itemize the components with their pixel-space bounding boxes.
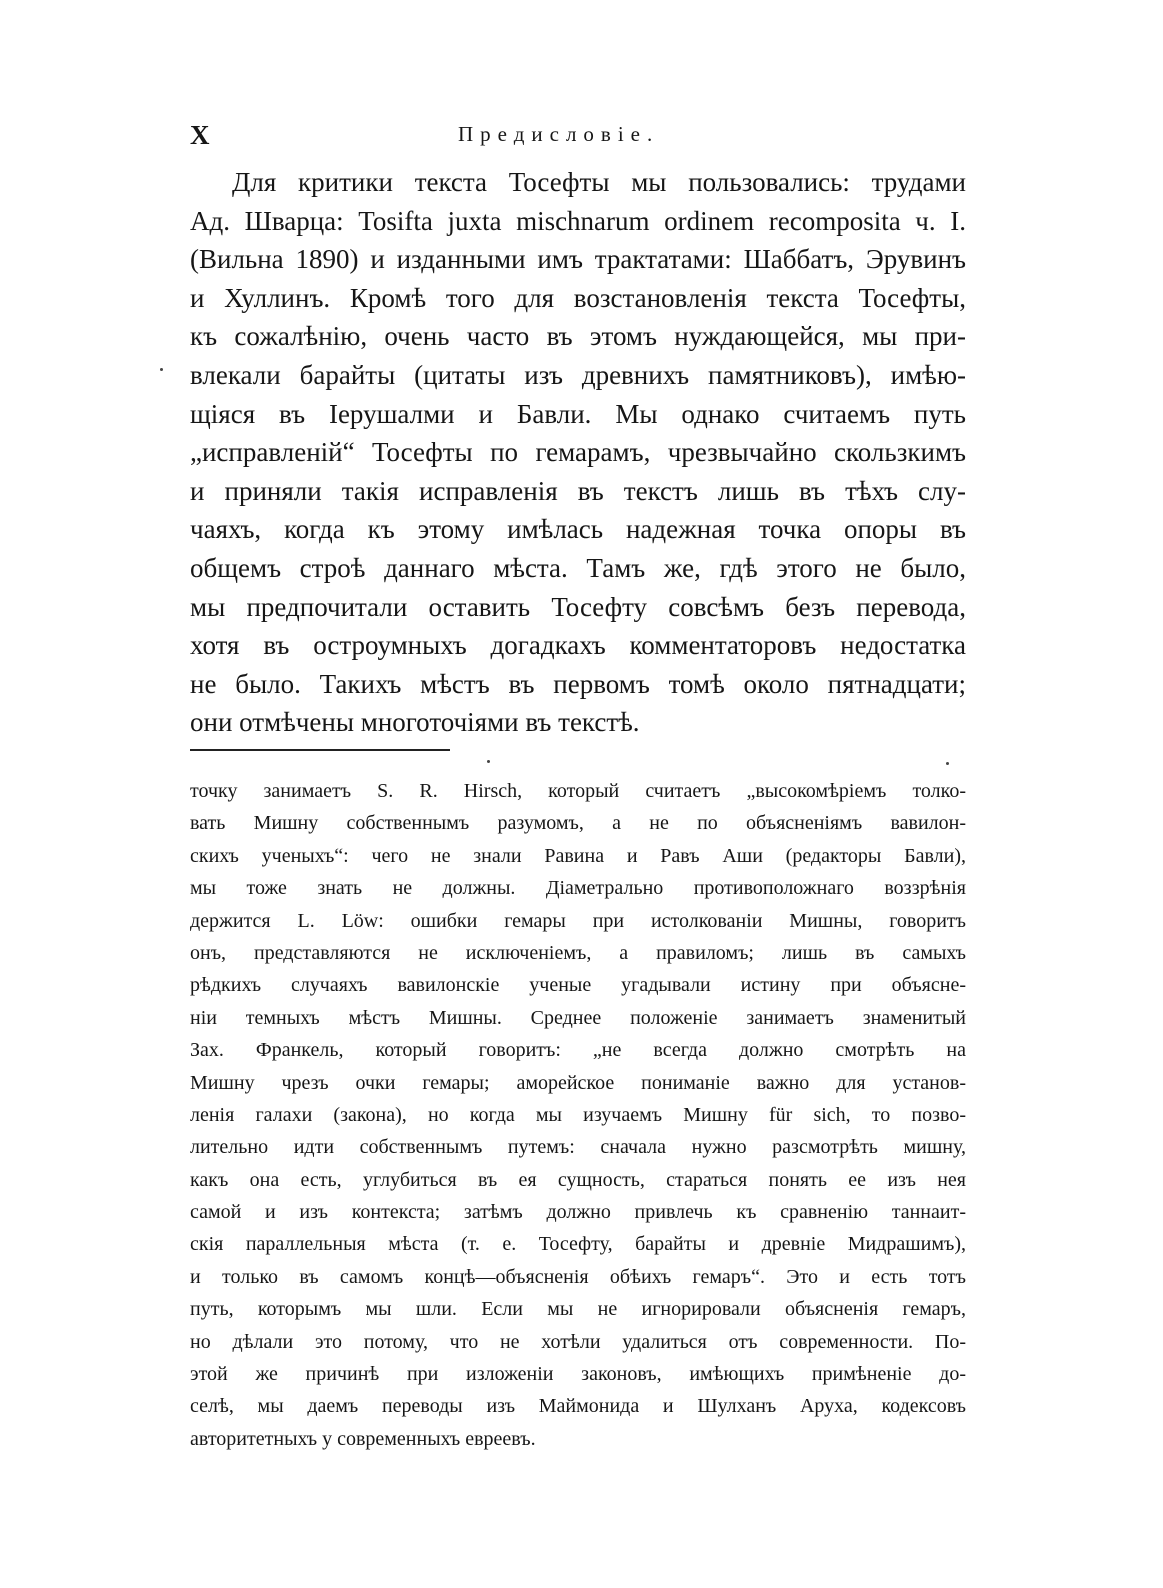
- footnote-line: ніи темныхъ мѣстъ Мишны. Среднее положеніе занимаетъ знаменитый: [190, 1006, 966, 1029]
- main-text-line: (Вильна 1890) и изданными имъ трактатами: Шаббатъ, Эрувинъ: [190, 244, 966, 275]
- footnote-line: авторитетныхъ у современныхъ евреевъ.: [190, 1427, 536, 1450]
- main-text-line: „исправленій“ Тосефты по гемарамъ, чрезвычайно скользкимъ: [190, 437, 966, 468]
- footnote-line: онъ, представляются не исключеніемъ, а правиломъ; лишь въ самыхъ: [190, 941, 966, 964]
- footnote-line: мы тоже знать не должны. Діаметрально противоположнаго воззрѣнія: [190, 877, 966, 900]
- footnote-line: рѣдкихъ случаяхъ вавилонскіе ученые угадывали истину при объясне-: [190, 974, 966, 997]
- main-text-line: Ад. Шварца: Tosifta juxta mischnarum ordinem recomposita ч. I.: [190, 205, 966, 236]
- main-text-line: щіяся въ Іерушалми и Бавли. Мы однако считаемъ путь: [190, 398, 966, 429]
- main-text-line: мы предпочитали оставить Тосефту совсѣмъ безъ перевода,: [190, 591, 966, 622]
- footnote-line: лительно идти собственнымъ путемъ: сначала нужно разсмотрѣть мишну,: [190, 1136, 966, 1159]
- footnote-line: точку занимаетъ S. R. Hirsch, который считаетъ „высокомѣріемъ толко-: [190, 780, 966, 802]
- footnote-line: этой же причинѣ при изложеніи законовъ, имѣющихъ примѣненіе до-: [190, 1363, 966, 1386]
- main-text-line: къ сожалѣнію, очень часто въ этомъ нуждающейся, мы при-: [190, 321, 966, 352]
- main-text-line: Для критики текста Тосефты мы пользовались: трудами: [232, 167, 966, 197]
- main-text-line: не было. Такихъ мѣстъ въ первомъ томѣ около пятнадцати;: [190, 668, 966, 699]
- footnote-line: какъ она есть, углубиться въ ея сущность, стараться понять ее изъ нея: [190, 1168, 966, 1191]
- ink-speck: [487, 760, 490, 763]
- ink-speck: [946, 762, 949, 765]
- page-number: X: [190, 120, 211, 150]
- footnote-line: Мишну чрезъ очки гемары; аморейское пониманіе важно для установ-: [190, 1071, 966, 1094]
- footnote-line: Зах. Франкель, который говоритъ: „не всегда должно смотрѣть на: [190, 1039, 966, 1062]
- footnote-line: скія параллельныя мѣста (т. е. Тосефту, барайты и древніе Мидрашимъ),: [190, 1233, 966, 1256]
- main-text-line: и Хуллинъ. Кромѣ того для возстановленія текста Тосефты,: [190, 282, 966, 313]
- footnote-line: и только въ самомъ концѣ—объясненія обѣихъ гемаръ“. Это и есть тотъ: [190, 1265, 966, 1288]
- footnote-line: держится L. Löw: ошибки гемары при истолкованіи Мишны, говоритъ: [190, 909, 966, 932]
- footnote-divider: [190, 749, 450, 751]
- footnote-line: селѣ, мы даемъ переводы изъ Маймонида и Шулханъ Аруха, кодексовъ: [190, 1395, 966, 1418]
- main-text-line: влекали барайты (цитаты изъ древнихъ памятниковъ), имѣю-: [190, 359, 966, 390]
- footnote-line: самой и изъ контекста; затѣмъ должно привлечь къ сравненію таннаит-: [190, 1201, 966, 1224]
- footnote-line: путь, которымъ мы шли. Если мы не игнорировали объясненія гемаръ,: [190, 1298, 966, 1321]
- footnote-line: вать Мишну собственнымъ разумомъ, а не по объясненіямъ вавилон-: [190, 812, 966, 835]
- footnote-line: ленія галахи (закона), но когда мы изучаемъ Мишну für sich, то позво-: [190, 1103, 966, 1126]
- main-text-line: хотя въ остроумныхъ догадкахъ комментаторовъ недостатка: [190, 630, 966, 661]
- main-text: [190, 163, 966, 742]
- main-text-line: общемъ строѣ даннаго мѣста. Тамъ же, гдѣ этого не было,: [190, 552, 966, 583]
- footnote: [190, 775, 966, 1455]
- footnote-line: но дѣлали это потому, что не хотѣли удалиться отъ современности. По-: [190, 1330, 966, 1353]
- main-text-line: они отмѣчены многоточіями въ текстѣ.: [190, 707, 640, 738]
- footnote-line: скихъ ученыхъ“: чего не знали Равина и Равъ Аши (редакторы Бавли),: [190, 844, 966, 867]
- ink-speck: [160, 368, 163, 371]
- running-head: [190, 120, 966, 156]
- running-title: Предисловіе.: [458, 122, 660, 146]
- main-text-line: и приняли такія исправленія въ текстъ лишь въ тѣхъ слу-: [190, 475, 966, 506]
- main-text-line: чаяхъ, когда къ этому имѣлась надежная точка опоры въ: [190, 514, 966, 545]
